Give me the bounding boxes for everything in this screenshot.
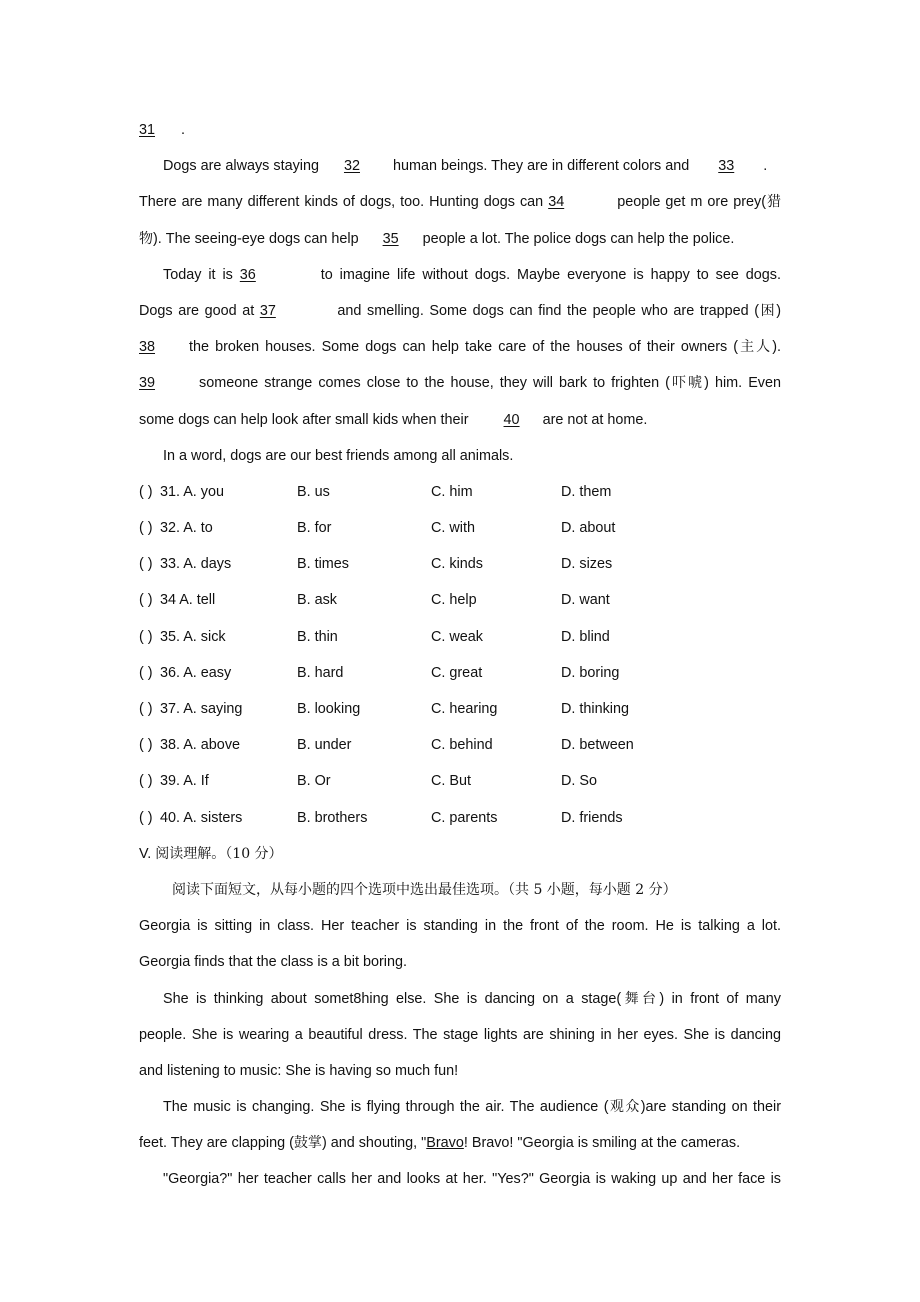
text: The music is changing. She is flying through the air. The audience ( [163,1099,609,1116]
text: human beings. They are in different colors and [392,158,690,175]
option-b: B. for [297,520,332,537]
option-c: C. great [431,664,483,681]
question-row [139,619,781,655]
blank-35: 35 [382,230,399,247]
option-d: D. between [561,737,634,754]
passage-line-6 [139,293,781,329]
text: She is thinking about somet8hing else. She is dancing on a stage( [163,990,622,1007]
blank-33: 33 [718,158,735,175]
reading-line-2 [139,944,781,980]
option-c: C. help [431,592,477,609]
option-d: D. friends [561,809,623,826]
chinese-gloss: 困 [759,302,777,319]
option-b: B. thin [297,628,338,645]
text: people. She is wearing a beautiful dress. The stage lights are shining in her eyes. She is dancing [139,1026,781,1043]
option-d: D. boring [561,664,620,681]
option-b: B. times [297,556,349,573]
reading-line-7 [139,1125,781,1161]
text: There are many different kinds of dogs, too. Hunting dogs can [139,194,544,211]
answer-parentheses[interactable]: ( ) [139,809,153,826]
chinese-gloss: 鼓掌 [293,1135,322,1152]
blank-40: 40 [503,411,520,428]
passage-line-10 [139,438,781,474]
question-stem-option-a: 31. A. you [160,483,225,500]
passage-line-9 [139,402,781,438]
text: ). The seeing-eye dogs can help [153,230,359,247]
text: to imagine life without dogs. Maybe everyone is happy to see dogs. [320,266,781,283]
question-list [139,474,781,836]
reading-line-4 [139,1017,781,1053]
question-stem-option-a: 34 A. tell [160,592,216,609]
text: ) and shouting, " [321,1135,427,1152]
text: ) [776,302,782,319]
section-title: 阅读理解。（10 分） [155,845,283,862]
blank-34: 34 [548,194,565,211]
answer-parentheses[interactable]: ( ) [139,664,153,681]
question-stem-option-a: 32. A. to [160,520,213,537]
option-c: C. behind [431,737,493,754]
text: Georgia finds that the class is a bit boring. [139,954,407,971]
option-c: C. with [431,520,475,537]
underlined-word: Bravo [426,1135,464,1152]
question-stem-option-a: 36. A. easy [160,664,232,681]
blank-37: 37 [259,302,276,319]
option-c: C. But [431,773,471,790]
blank-31: 31 [139,122,156,138]
blank-39: 39 [139,375,156,392]
reading-line-5 [139,1053,781,1089]
chinese-gloss: 舞台 [621,990,660,1007]
text: . [763,158,768,175]
chinese-gloss: 观众 [608,1099,641,1116]
text: and smelling. Some dogs can find the people who are trapped ( [337,302,760,319]
reading-line-1 [139,908,781,944]
answer-parentheses[interactable]: ( ) [139,773,153,790]
text: ) him. Even [704,375,782,392]
chinese-gloss: 吓唬 [669,375,705,392]
question-row [139,691,781,727]
text: ) in front of many [659,990,781,1007]
passage-line-2 [139,148,781,184]
question-stem-option-a: 33. A. days [160,556,232,573]
document-page [139,112,781,1198]
answer-parentheses[interactable]: ( ) [139,483,153,500]
text: Georgia is sitting in class. Her teacher is standing in the front of the room. He is talking a lot. [139,918,781,935]
text: people get m ore prey( [617,194,767,211]
text: In a word, dogs are our best friends among all animals. [163,447,514,464]
text: Today it is [163,266,233,283]
section-5-heading [139,836,781,872]
question-stem-option-a: 38. A. above [160,737,241,754]
blank-38: 38 [139,339,156,356]
answer-parentheses[interactable]: ( ) [139,701,153,717]
passage-line-3 [139,184,781,220]
option-d: D. thinking [561,701,629,717]
option-c: C. kinds [431,556,483,573]
chinese-gloss: 主人 [738,339,773,356]
question-row [139,727,781,763]
text: . [181,122,185,138]
question-stem-option-a: 35. A. sick [160,628,226,645]
question-row [139,655,781,691]
option-d: D. about [561,520,616,537]
option-d: D. blind [561,628,610,645]
question-stem-option-a: 37. A. saying [160,701,243,717]
option-b: B. hard [297,664,344,681]
text: someone strange comes close to the house, they will bark to frighten ( [199,375,670,392]
answer-parentheses[interactable]: ( ) [139,628,153,645]
text: the broken houses. Some dogs can help take care of the houses of their owners ( [189,339,739,356]
option-d: D. want [561,592,610,609]
section-5-instruction [139,872,781,908]
passage-line-1 [139,112,781,148]
option-c: C. parents [431,809,498,826]
text: feet. They are clapping ( [139,1135,294,1152]
question-row [139,582,781,618]
chinese-gloss: 物 [139,230,153,247]
question-row [139,800,781,836]
answer-parentheses[interactable]: ( ) [139,520,153,537]
section-number: V. [139,845,152,862]
option-b: B. ask [297,592,337,609]
option-b: B. looking [297,701,361,717]
answer-parentheses[interactable]: ( ) [139,737,153,754]
text: ). [772,339,782,356]
option-d: D. them [561,483,612,500]
passage-line-8 [139,365,781,401]
option-b: B. brothers [297,809,368,826]
reading-line-6 [139,1089,781,1125]
chinese-gloss: 猎 [766,194,782,211]
text: and listening to music: She is having so much fun! [139,1062,459,1079]
option-d: D. sizes [561,556,613,573]
passage-line-5 [139,257,781,293]
reading-line-8 [139,1161,781,1197]
passage-line-4 [139,221,781,257]
question-row [139,763,781,799]
option-b: B. us [297,483,330,500]
option-b: B. Or [297,773,331,790]
text: "Georgia?" her teacher calls her and looks at her. "Yes?" Georgia is waking up and her face is [163,1171,781,1188]
text: are not at home. [542,411,648,428]
passage-line-7 [139,329,781,365]
question-row [139,510,781,546]
question-stem-option-a: 39. A. If [160,773,209,790]
question-stem-option-a: 40. A. sisters [160,809,243,826]
question-row [139,474,781,510]
blank-32: 32 [343,158,360,175]
reading-line-3 [139,981,781,1017]
text: Dogs are good at [139,302,255,319]
option-c: C. hearing [431,701,498,717]
blank-36: 36 [239,266,256,283]
text: Dogs are always staying [163,158,319,175]
text: people a lot. The police dogs can help the police. [422,230,735,247]
text: some dogs can help look after small kids when their [139,411,469,428]
option-c: C. him [431,483,473,500]
option-b: B. under [297,737,352,754]
option-d: D. So [561,773,597,790]
instruction-text: 阅读下面短文，从每小题的四个选项中选出最佳选项。（共 5 小题，每小题 2 分） [172,881,677,898]
option-c: C. weak [431,628,483,645]
question-row [139,546,781,582]
text: ! Bravo! "Georgia is smiling at the cameras. [463,1135,741,1152]
answer-parentheses[interactable]: ( ) [139,556,153,573]
text: )are standing on their [640,1099,781,1116]
answer-parentheses[interactable]: ( ) [139,592,153,609]
